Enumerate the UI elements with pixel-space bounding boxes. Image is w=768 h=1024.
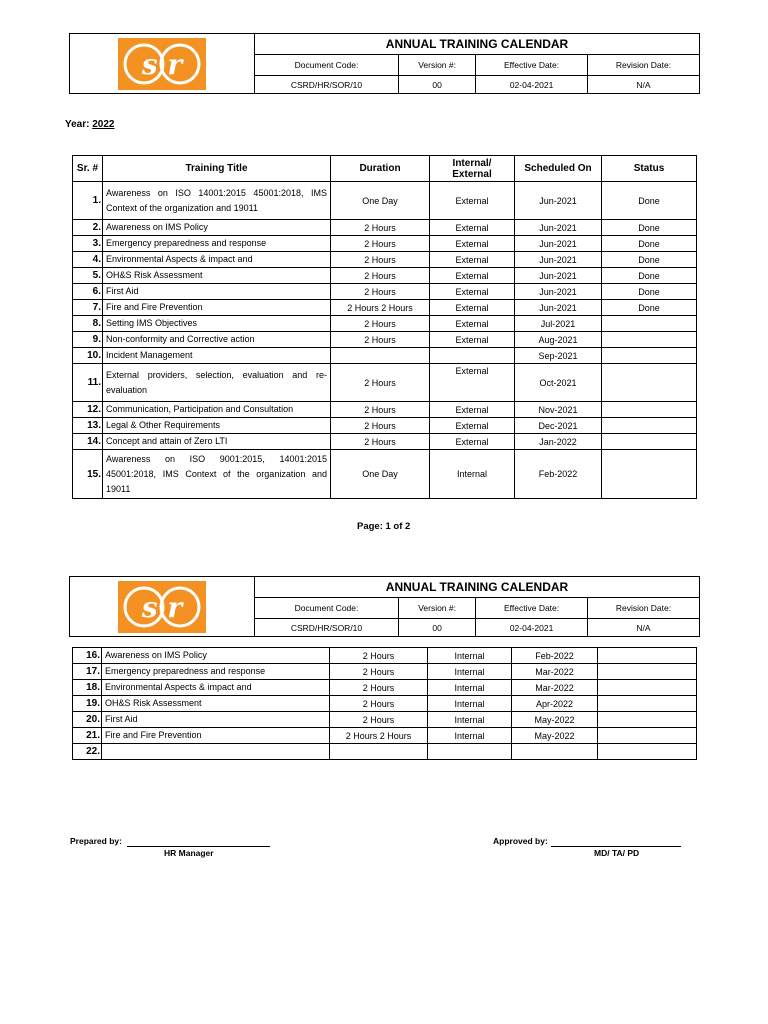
table-row	[73, 182, 697, 220]
row-duration: 2 Hours	[331, 364, 430, 402]
company-logo	[118, 38, 206, 90]
row-training-title: Non-conformity and Corrective action	[103, 332, 331, 348]
row-duration: 2 Hours	[330, 696, 428, 712]
document-title: ANNUAL TRAINING CALENDAR	[255, 577, 700, 598]
table-row	[73, 450, 697, 499]
row-sr-number: 16.	[73, 648, 102, 664]
revision-date-label: Revision Date:	[587, 598, 699, 619]
prepared-by-label: Prepared by:	[70, 836, 122, 846]
row-internal-external: External	[430, 434, 515, 450]
row-internal-external: Internal	[428, 696, 512, 712]
row-internal-external: Internal	[428, 664, 512, 680]
row-sr-number: 11.	[73, 364, 103, 402]
effective-date-value: 02-04-2021	[476, 76, 588, 94]
row-internal-external: Internal	[430, 450, 515, 499]
doc-code-label: Document Code:	[255, 598, 399, 619]
row-training-title: First Aid	[103, 284, 331, 300]
row-sr-number: 13.	[73, 418, 103, 434]
approved-by-label: Approved by:	[493, 836, 548, 846]
version-value: 00	[398, 76, 475, 94]
row-scheduled-on	[512, 744, 598, 760]
row-sr-number: 18.	[73, 680, 102, 696]
row-scheduled-on: Jun-2021	[515, 236, 602, 252]
row-scheduled-on: Jan-2022	[515, 434, 602, 450]
effective-date-label: Effective Date:	[476, 55, 588, 76]
row-internal-external: External	[430, 332, 515, 348]
row-sr-number: 1.	[73, 182, 103, 220]
row-training-title: Emergency preparedness and response	[103, 236, 331, 252]
row-training-title: Fire and Fire Prevention	[102, 728, 330, 744]
row-status: Done	[602, 284, 697, 300]
row-scheduled-on: Mar-2022	[512, 680, 598, 696]
row-internal-external	[430, 348, 515, 364]
row-internal-external: External	[430, 418, 515, 434]
row-status	[598, 712, 697, 728]
row-scheduled-on: Apr-2022	[512, 696, 598, 712]
row-duration: 2 Hours	[331, 268, 430, 284]
row-scheduled-on: Jun-2021	[515, 220, 602, 236]
row-scheduled-on: Jun-2021	[515, 300, 602, 316]
row-duration	[331, 348, 430, 364]
row-internal-external: External	[430, 300, 515, 316]
version-label: Version #:	[398, 598, 475, 619]
row-status	[602, 332, 697, 348]
row-training-title: First Aid	[102, 712, 330, 728]
approved-by-role: MD/ TA/ PD	[594, 848, 640, 858]
row-sr-number: 3.	[73, 236, 103, 252]
table-row	[73, 284, 697, 300]
effective-date-value: 02-04-2021	[476, 619, 588, 637]
prepared-by-role: HR Manager	[164, 848, 214, 858]
revision-date-value: N/A	[587, 76, 699, 94]
table-row	[73, 348, 697, 364]
row-sr-number: 15.	[73, 450, 103, 499]
year-label: Year:	[65, 119, 90, 130]
row-scheduled-on: Aug-2021	[515, 332, 602, 348]
row-duration: One Day	[331, 182, 430, 220]
row-training-title: Awareness on IMS Policy	[102, 648, 330, 664]
row-sr-number: 2.	[73, 220, 103, 236]
row-scheduled-on: May-2022	[512, 712, 598, 728]
document-header-2	[69, 576, 700, 637]
row-training-title: Awareness on IMS Policy	[103, 220, 331, 236]
row-duration: 2 Hours	[330, 680, 428, 696]
row-internal-external	[428, 744, 512, 760]
table-row	[73, 402, 697, 418]
row-internal-external: External	[430, 182, 515, 220]
row-sr-number: 14.	[73, 434, 103, 450]
row-sr-number: 20.	[73, 712, 102, 728]
row-training-title: Awareness on ISO 14001:2015 45001:2018, IMS Context of the organization and 19011	[103, 182, 331, 220]
table-row	[73, 418, 697, 434]
training-table-page2	[72, 647, 697, 760]
row-duration: 2 Hours	[331, 434, 430, 450]
table-row	[73, 434, 697, 450]
table-row	[73, 664, 697, 680]
row-duration: 2 Hours	[331, 236, 430, 252]
row-scheduled-on: Oct-2021	[515, 364, 602, 402]
row-status	[602, 434, 697, 450]
training-table-page1	[72, 155, 697, 499]
logo-cell	[70, 577, 255, 637]
row-status	[602, 418, 697, 434]
row-sr-number: 21.	[73, 728, 102, 744]
row-scheduled-on: May-2022	[512, 728, 598, 744]
row-sr-number: 19.	[73, 696, 102, 712]
row-duration	[330, 744, 428, 760]
row-scheduled-on: Mar-2022	[512, 664, 598, 680]
row-scheduled-on: Jun-2021	[515, 284, 602, 300]
year-value: 2022	[92, 119, 115, 130]
row-internal-external: External	[430, 220, 515, 236]
row-status	[602, 450, 697, 499]
row-status: Done	[602, 268, 697, 284]
row-duration: 2 Hours	[331, 284, 430, 300]
row-status	[598, 648, 697, 664]
row-duration: 2 Hours	[331, 316, 430, 332]
row-training-title: Environmental Aspects & impact and	[102, 680, 330, 696]
row-status: Done	[602, 252, 697, 268]
table-row	[73, 220, 697, 236]
row-internal-external: External	[430, 402, 515, 418]
row-training-title: OH&S Risk Assessment	[103, 268, 331, 284]
logo-cell	[70, 34, 255, 94]
svg-text:s r: s r	[141, 590, 183, 624]
version-value: 00	[398, 619, 475, 637]
row-training-title: Incident Management	[103, 348, 331, 364]
document-title: ANNUAL TRAINING CALENDAR	[255, 34, 700, 55]
row-sr-number: 7.	[73, 300, 103, 316]
document-header	[69, 33, 700, 94]
col-scheduled-on: Scheduled On	[515, 156, 602, 182]
row-scheduled-on: Dec-2021	[515, 418, 602, 434]
row-sr-number: 12.	[73, 402, 103, 418]
table-body-page1	[73, 182, 697, 499]
row-status: Done	[602, 182, 697, 220]
table-row	[73, 236, 697, 252]
row-training-title: Environmental Aspects & impact and	[103, 252, 331, 268]
row-duration: 2 Hours	[331, 220, 430, 236]
row-sr-number: 6.	[73, 284, 103, 300]
row-scheduled-on: Jul-2021	[515, 316, 602, 332]
table-body-page2	[73, 648, 697, 760]
doc-code-value: CSRD/HR/SOR/10	[255, 76, 399, 94]
row-duration: 2 Hours	[331, 418, 430, 434]
row-status	[602, 348, 697, 364]
row-sr-number: 8.	[73, 316, 103, 332]
row-status	[602, 364, 697, 402]
row-status	[598, 744, 697, 760]
table-row	[73, 268, 697, 284]
row-sr-number: 10.	[73, 348, 103, 364]
table-row	[73, 696, 697, 712]
page-number: Page: 1 of 2	[357, 521, 411, 532]
row-internal-external: External	[430, 252, 515, 268]
row-status	[602, 316, 697, 332]
table-row	[73, 300, 697, 316]
row-training-title: Setting IMS Objectives	[103, 316, 331, 332]
row-internal-external: External	[430, 284, 515, 300]
row-duration: 2 Hours	[331, 332, 430, 348]
row-status	[598, 680, 697, 696]
table-row	[73, 332, 697, 348]
row-sr-number: 5.	[73, 268, 103, 284]
svg-text:s r: s r	[141, 47, 183, 81]
year-line	[65, 119, 115, 130]
row-internal-external: Internal	[428, 680, 512, 696]
row-duration: 2 Hours	[331, 252, 430, 268]
row-duration: 2 Hours	[330, 664, 428, 680]
row-sr-number: 17.	[73, 664, 102, 680]
row-duration: 2 Hours	[330, 648, 428, 664]
col-duration: Duration	[331, 156, 430, 182]
revision-date-value: N/A	[587, 619, 699, 637]
row-internal-external: External	[430, 268, 515, 284]
table-row	[73, 680, 697, 696]
row-status	[598, 696, 697, 712]
row-sr-number: 9.	[73, 332, 103, 348]
row-status: Done	[602, 236, 697, 252]
col-status: Status	[602, 156, 697, 182]
row-sr-number: 4.	[73, 252, 103, 268]
row-scheduled-on: Jun-2021	[515, 268, 602, 284]
row-training-title: Legal & Other Requirements	[103, 418, 331, 434]
row-scheduled-on: Sep-2021	[515, 348, 602, 364]
row-internal-external: Internal	[428, 648, 512, 664]
row-training-title: Concept and attain of Zero LTI	[103, 434, 331, 450]
row-status	[598, 728, 697, 744]
row-scheduled-on: Jun-2021	[515, 252, 602, 268]
table-row	[73, 316, 697, 332]
row-scheduled-on: Jun-2021	[515, 182, 602, 220]
row-sr-number: 22.	[73, 744, 102, 760]
doc-code-label: Document Code:	[255, 55, 399, 76]
row-scheduled-on: Feb-2022	[515, 450, 602, 499]
company-logo	[118, 581, 206, 633]
row-status	[602, 402, 697, 418]
row-duration: 2 Hours	[330, 712, 428, 728]
row-internal-external: Internal	[428, 728, 512, 744]
row-duration: 2 Hours 2 Hours	[331, 300, 430, 316]
table-row	[73, 252, 697, 268]
row-status: Done	[602, 220, 697, 236]
table-row	[73, 744, 697, 760]
row-internal-external: External	[430, 364, 515, 402]
table-row	[73, 648, 697, 664]
col-internal-external: Internal/ External	[430, 156, 515, 182]
table-row	[73, 728, 697, 744]
row-training-title: Awareness on ISO 9001:2015, 14001:2015 45001:2018, IMS Context of the organization and 19011	[103, 450, 331, 499]
row-status	[598, 664, 697, 680]
col-title: Training Title	[103, 156, 331, 182]
approved-by-line	[551, 846, 681, 847]
effective-date-label: Effective Date:	[476, 598, 588, 619]
version-label: Version #:	[398, 55, 475, 76]
col-sr: Sr. #	[73, 156, 103, 182]
row-training-title: Fire and Fire Prevention	[103, 300, 331, 316]
row-duration: 2 Hours	[331, 402, 430, 418]
row-training-title: OH&S Risk Assessment	[102, 696, 330, 712]
row-duration: One Day	[331, 450, 430, 499]
row-duration: 2 Hours 2 Hours	[330, 728, 428, 744]
doc-code-value: CSRD/HR/SOR/10	[255, 619, 399, 637]
row-internal-external: External	[430, 236, 515, 252]
row-internal-external: Internal	[428, 712, 512, 728]
row-scheduled-on: Feb-2022	[512, 648, 598, 664]
prepared-by-line	[127, 846, 270, 847]
row-status: Done	[602, 300, 697, 316]
row-internal-external: External	[430, 316, 515, 332]
row-scheduled-on: Nov-2021	[515, 402, 602, 418]
table-row	[73, 712, 697, 728]
row-training-title	[102, 744, 330, 760]
row-training-title: External providers, selection, evaluation and re-evaluation	[103, 364, 331, 402]
row-training-title: Emergency preparedness and response	[102, 664, 330, 680]
revision-date-label: Revision Date:	[587, 55, 699, 76]
table-row	[73, 364, 697, 402]
row-training-title: Communication, Participation and Consultation	[103, 402, 331, 418]
